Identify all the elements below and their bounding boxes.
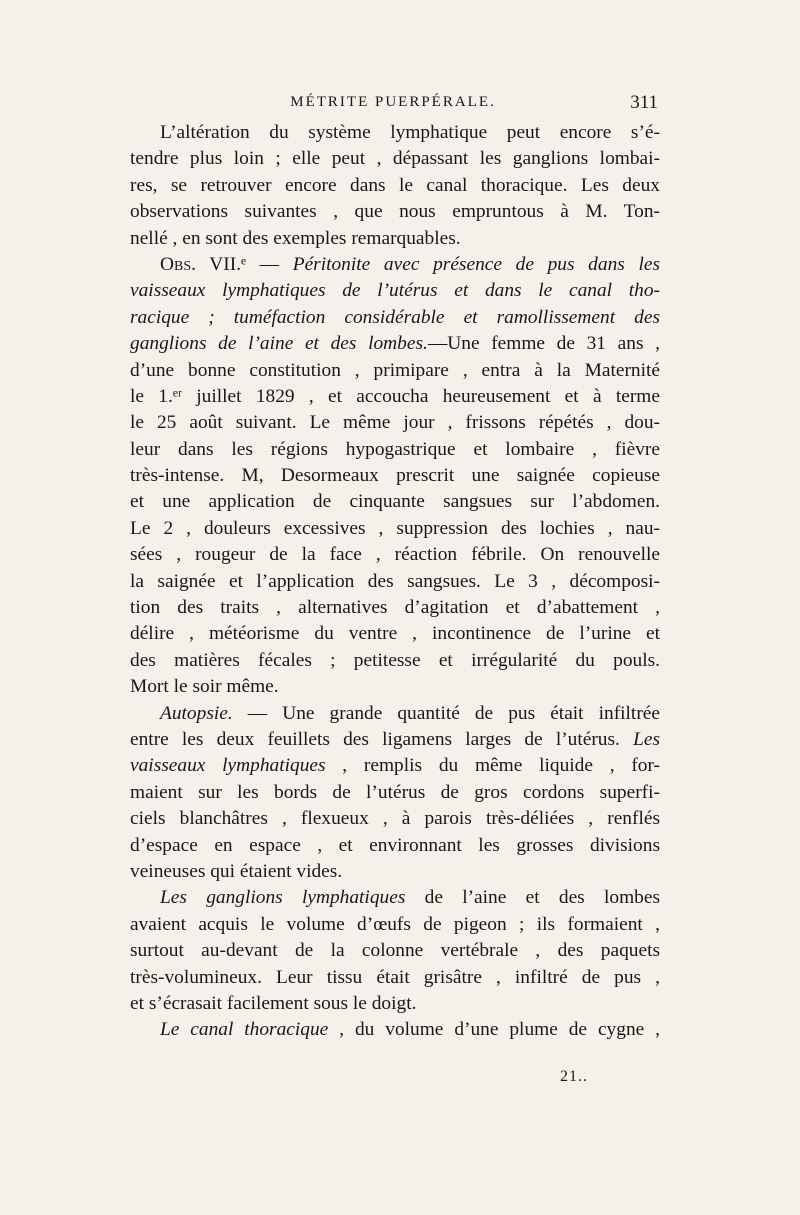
- text-line: [130, 278, 660, 304]
- text-line: veineuses qui étaient vides.: [130, 860, 343, 882]
- text-line: nellé , en sont des exemples remarquables.: [130, 227, 461, 249]
- text-line: ciels blanchâtres , flexueux , à parois très-déliées , renflés: [130, 808, 660, 830]
- text-line: d’une bonne constitution , primipare , entra à la Maternité: [130, 359, 660, 381]
- text-line: le 25 août suivant. Le même jour , frissons répétés , dou-: [130, 412, 660, 434]
- text-line: Mort le soir même.: [130, 676, 279, 698]
- text-line: la saignée et l’application des sangsues. Le 3 , décomposi-: [130, 570, 660, 592]
- text-line: [130, 305, 660, 331]
- text-line: [130, 331, 660, 357]
- italic-segment: Le canal thoracique: [160, 1019, 329, 1041]
- text-line: sées , rougeur de la face , réaction fébrile. On renouvelle: [130, 544, 660, 566]
- text-line: des matières fécales ; petitesse et irrégularité du pouls.: [130, 649, 660, 671]
- text-segment: entre les deux feuillets des ligamens larges de l’utérus.: [130, 728, 634, 750]
- text-line: d’espace en espace , et environnant les grosses divisions: [130, 834, 660, 856]
- italic-segment: Les ganglions lymphatiques: [160, 887, 406, 909]
- small-caps-segment: Obs.: [160, 253, 196, 275]
- text-line: maient sur les bords de l’utérus de gros cordons superfi-: [130, 781, 660, 803]
- text-segment: — Une grande quantité de pus était infiltrée: [232, 702, 660, 724]
- italic-segment: vaisseaux lymphatiques de l’utérus et dans le canal tho-: [130, 280, 660, 302]
- text-line: [130, 885, 660, 911]
- running-title: MÉTRITE PUERPÉRALE.: [290, 94, 496, 110]
- italic-segment: Péritonite avec présence de pus dans les: [292, 253, 660, 275]
- text-line: tion des traits , alternatives d’agitation et d’abattement ,: [130, 597, 660, 619]
- text-segment: VII.ᵉ —: [195, 253, 293, 275]
- text-line: délire , météorisme du ventre , incontinence de l’urine et: [130, 623, 660, 645]
- text-line: très-volumineux. Leur tissu était grisâtre , infiltré de pus ,: [130, 966, 660, 988]
- text-segment: , remplis du même liquide , for-: [325, 755, 660, 777]
- italic-segment: Autopsie.: [160, 702, 233, 724]
- text-line: leur dans les régions hypogastrique et lombaire , fièvre: [130, 438, 660, 460]
- text-line: [130, 727, 660, 753]
- page-header: [128, 92, 658, 116]
- text-line: res, se retrouver encore dans le canal thoracique. Les deux: [130, 174, 660, 196]
- text-line: avaient acquis le volume d’œufs de pigeon ; ils formaient ,: [130, 913, 660, 935]
- text-line: et s’écrasait facilement sous le doigt.: [130, 992, 417, 1014]
- text-segment: , du volume d’une plume de cygne ,: [328, 1019, 660, 1041]
- page-number: 311: [630, 92, 658, 113]
- text-line: Le 2 , douleurs excessives , suppression des lochies , nau-: [130, 517, 660, 539]
- body-text: [130, 120, 660, 1044]
- text-line: observations suivantes , que nous empruntous à M. Ton-: [130, 201, 660, 223]
- text-line: surtout au-devant de la colonne vertébrale , des paquets: [130, 940, 660, 962]
- italic-segment: racique ; tuméfaction considérable et ramollissement des: [130, 306, 660, 328]
- text-line: le 1.ᵉʳ juillet 1829 , et accoucha heureusement et à terme: [130, 385, 660, 407]
- text-line: [130, 252, 660, 278]
- italic-segment: ganglions de l’aine et des lombes.: [130, 333, 428, 355]
- text-line: [130, 701, 660, 727]
- italic-segment: Les: [633, 728, 660, 750]
- text-line: [130, 1017, 660, 1043]
- signature-mark: 21..: [560, 1068, 588, 1085]
- text-line: tendre plus loin ; elle peut , dépassant les ganglions lombai-: [130, 148, 660, 170]
- text-segment: —Une femme de 31 ans ,: [427, 333, 660, 355]
- text-line: L’altération du système lymphatique peut encore s’é-: [160, 122, 660, 143]
- text-line: et une application de cinquante sangsues sur l’abdomen.: [130, 491, 660, 513]
- text-line: très-intense. M, Desormeaux prescrit une saignée copieuse: [130, 465, 660, 487]
- text-line: [130, 753, 660, 779]
- text-segment: de l’aine et des lombes: [405, 887, 660, 909]
- italic-segment: vaisseaux lymphatiques: [130, 755, 326, 777]
